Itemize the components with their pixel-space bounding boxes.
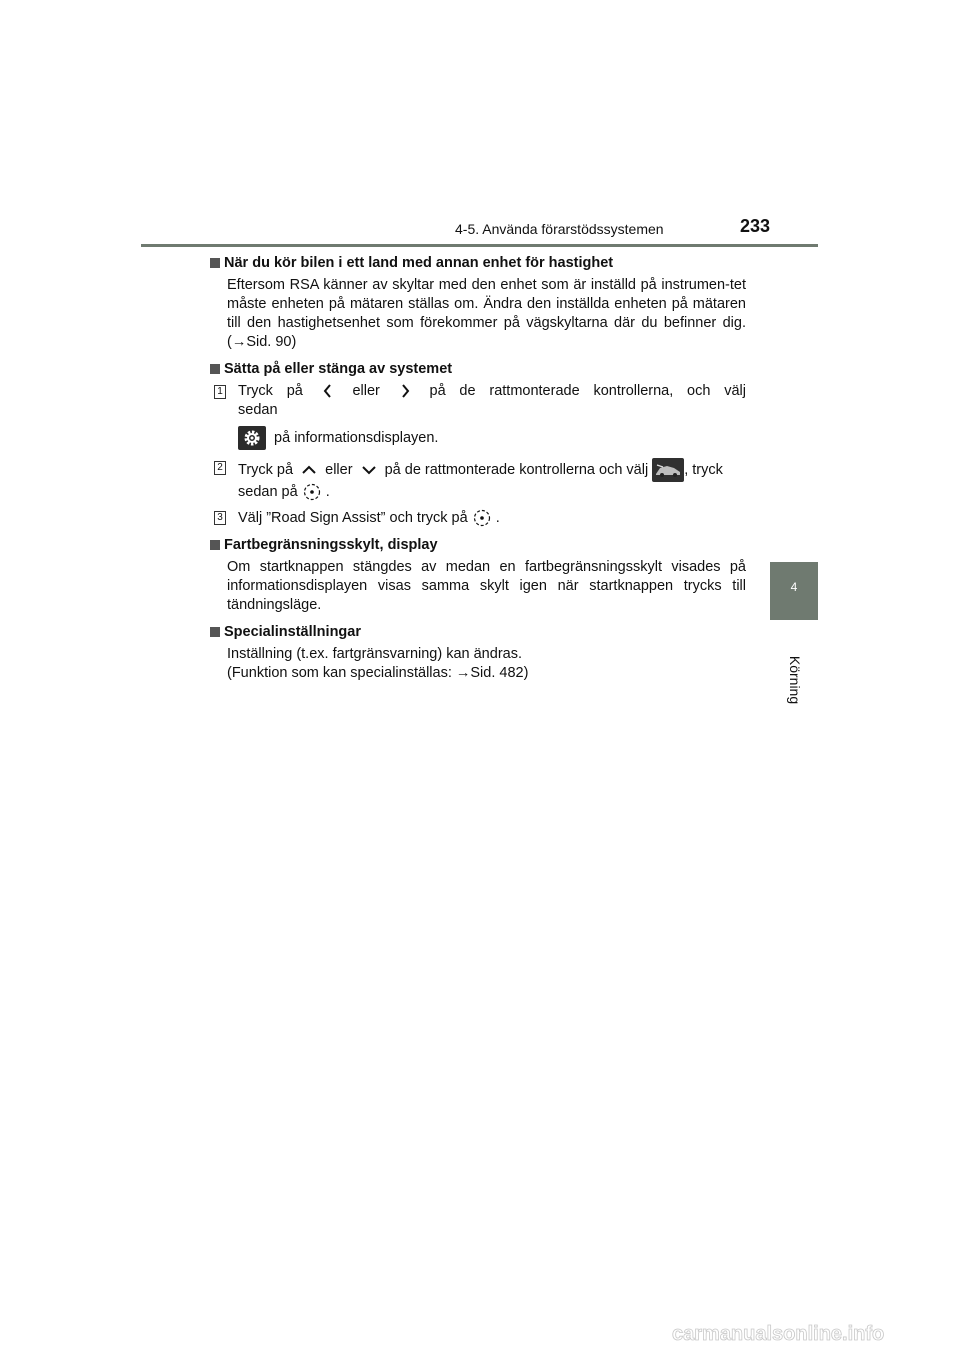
heading-square-icon xyxy=(210,364,220,374)
section-heading-sign: Fartbegränsningsskylt, display xyxy=(210,536,746,555)
reference-arrow: → xyxy=(455,665,471,681)
reference-arrow: → xyxy=(231,334,247,350)
page-reference-link[interactable]: Sid. 482 xyxy=(470,665,524,681)
chapter-label: Körning xyxy=(787,655,803,705)
step-1: 1 Tryck på eller på de rattmonterade kontrollerna, och välj sedan på informationsdisplayen. xyxy=(210,382,746,450)
watermark xyxy=(670,1322,946,1346)
chevron-down-icon xyxy=(357,462,381,478)
header-rule xyxy=(141,244,818,247)
heading-square-icon xyxy=(210,627,220,637)
page-number: 233 xyxy=(740,216,771,236)
section-heading-onoff: Sätta på eller stänga av systemet xyxy=(210,360,746,379)
section-heading-custom: Specialinställningar xyxy=(210,623,746,642)
page-content xyxy=(210,254,746,691)
step-number: 3 xyxy=(214,511,226,525)
step-2: 2 Tryck på eller på de rattmonterade kontrollerna och välj , tryck sedan på . xyxy=(210,458,746,502)
heading-square-icon xyxy=(210,540,220,550)
heading-square-icon xyxy=(210,258,220,268)
paragraph-unit: Eftersom RSA känner av skyltar med den enhet som är inställd på instrumen-tet måste enheten på mätaren ställas om. Ändra den inställda enheten på mätaren till den hastighetsenhet som förekommer på vägskyltarna där du befinner dig. (→Sid. 90) xyxy=(227,277,746,350)
paragraph-sign: Om startknappen stängdes av medan en fartbegränsningsskylt visades på informationsdisplayen visas samma skylt igen när startknappen trycks till tändningsläge. xyxy=(227,559,746,613)
step-3: 3 Välj ”Road Sign Assist” och tryck på . xyxy=(210,508,746,528)
paragraph-custom: Inställning (t.ex. fartgränsvarning) kan ändras. (Funktion som kan specialinställas: →Sid. 482) xyxy=(227,646,529,681)
page-reference-link[interactable]: Sid. 90 xyxy=(246,334,292,350)
chevron-right-icon xyxy=(394,382,416,400)
header-section-title: 4-5. Använda förarstödssystemen xyxy=(455,221,664,237)
gear-icon xyxy=(238,426,266,450)
chapter-number: 4 xyxy=(790,580,798,594)
section-heading-unit: När du kör bilen i ett land med annan enhet för hastighet xyxy=(210,254,746,273)
chevron-left-icon xyxy=(317,382,339,400)
chapter-tab xyxy=(770,562,818,620)
watermark-text: carmanualsonline.info xyxy=(672,1323,885,1345)
step-number: 2 xyxy=(214,461,226,475)
ok-dot-icon xyxy=(302,482,322,502)
car-assist-icon xyxy=(652,458,684,482)
ok-dot-icon xyxy=(472,508,492,528)
step-number: 1 xyxy=(214,385,226,399)
chevron-up-icon xyxy=(297,462,321,478)
